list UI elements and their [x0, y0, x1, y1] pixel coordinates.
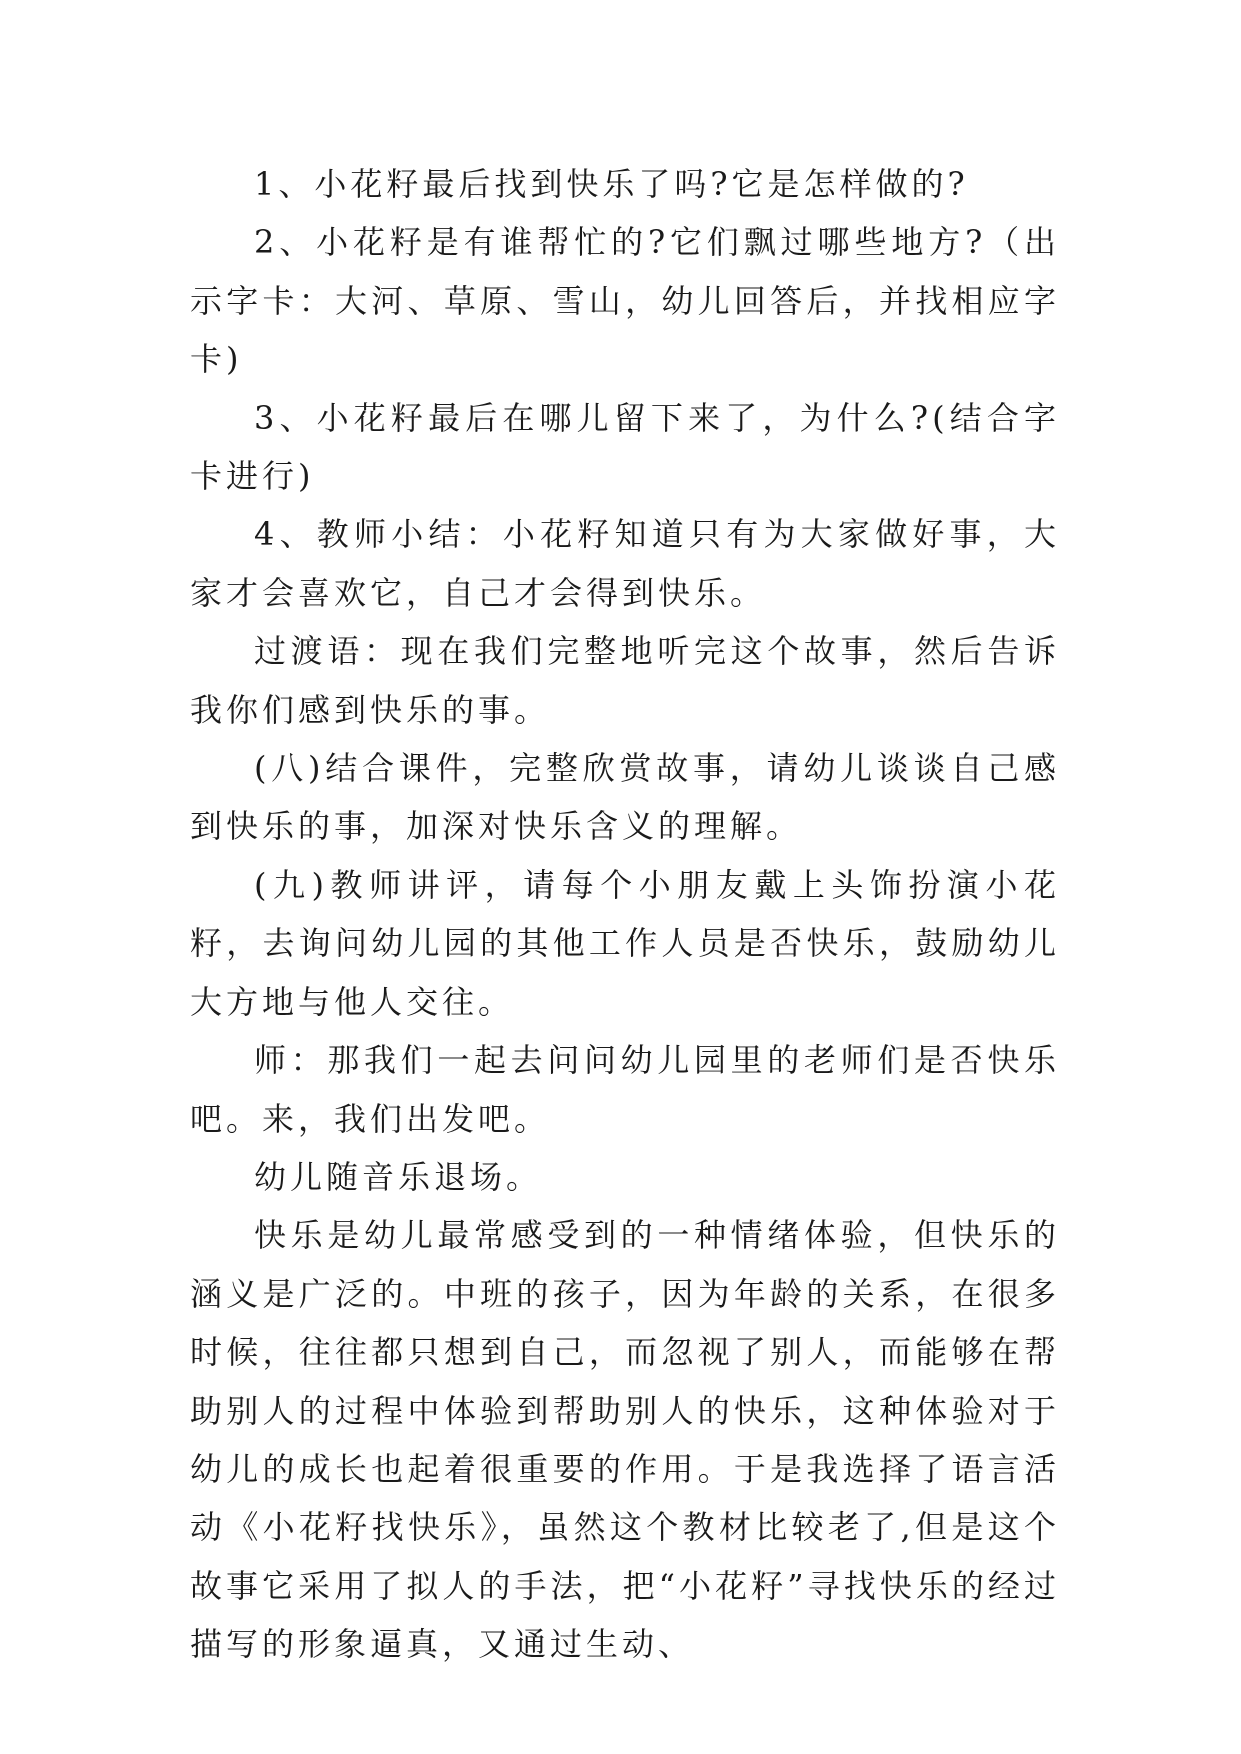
paragraph-question-2: 2、小花籽是有谁帮忙的?它们飘过哪些地方?（出示字卡：大河、草原、雪山，幼儿回答后，并找相应字卡)	[190, 223, 1060, 379]
document-body	[190, 155, 1060, 1674]
paragraph-transition: 过渡语：现在我们完整地听完这个故事，然后告诉我你们感到快乐的事。	[190, 632, 1060, 729]
paragraph-step-9: (九)教师讲评，请每个小朋友戴上头饰扮演小花籽，去询问幼儿园的其他工作人员是否快乐，鼓励幼儿大方地与他人交往。	[190, 865, 1060, 1021]
paragraph-exit: 幼儿随音乐退场。	[254, 1157, 543, 1196]
paragraph-teacher-line: 师：那我们一起去问问幼儿园里的老师们是否快乐吧。来，我们出发吧。	[190, 1041, 1060, 1138]
paragraph-reflection: 快乐是幼儿最常感受到的一种情绪体验，但快乐的涵义是广泛的。中班的孩子，因为年龄的关系，在很多时候，往往都只想到自己，而忽视了别人，而能够在帮助别人的过程中体验到帮助别人的快乐，这种体验对于幼儿的成长也起着很重要的作用。于是我选择了语言活动《小花籽找快乐》，虽然这个教材比较老了,但是这个故事它采用了拟人的手法，把“小花籽”寻找快乐的经过描写的形象逼真，又通过生动、	[190, 1216, 1060, 1664]
paragraph-question-3: 3、小花籽最后在哪儿留下来了，为什么?(结合字卡进行)	[190, 398, 1060, 496]
paragraph-question-1: 1、小花籽最后找到快乐了吗?它是怎样做的?	[254, 165, 969, 203]
paragraph-step-8: (八)结合课件，完整欣赏故事，请幼儿谈谈自己感到快乐的事，加深对快乐含义的理解。	[190, 749, 1060, 846]
paragraph-teacher-summary: 4、教师小结：小花籽知道只有为大家做好事，大家才会喜欢它，自己才会得到快乐。	[190, 515, 1060, 612]
